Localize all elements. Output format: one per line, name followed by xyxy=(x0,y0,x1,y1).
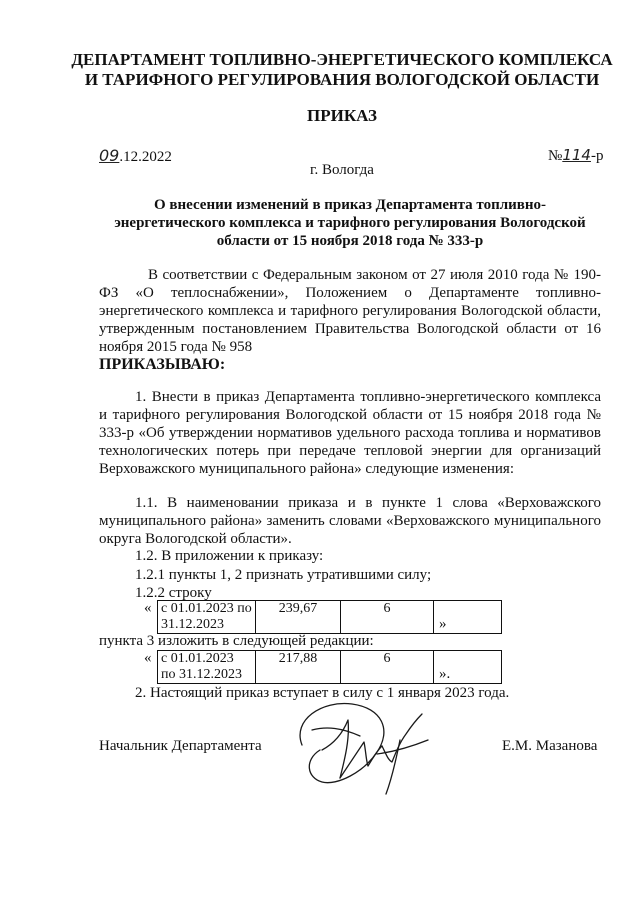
value-cell: 217,88 xyxy=(256,651,341,684)
handwritten-signature xyxy=(282,690,432,800)
subject-line-3: области от 15 ноября 2018 года № 333-р xyxy=(216,233,484,249)
org-line-1: ДЕПАРТАМЕНТ ТОПЛИВНО-ЭНЕРГЕТИЧЕСКОГО КОМПЛЕКСА xyxy=(71,50,613,69)
quote-open-2: « xyxy=(144,650,152,666)
count-cell: 6 xyxy=(341,601,434,634)
between-tables-line: пункта 3 изложить в следующей редакции: xyxy=(99,633,374,649)
period-line-2: по 31.12.2023 xyxy=(161,667,242,682)
old-row-table xyxy=(157,600,502,634)
item-1-paragraph: 1. Внести в приказ Департамента топливно-энергетического комплекса и тарифного регулирования Вологодской области от 15 ноября 2018 года № 333-р «Об утверждении нормативов удельного расхода топлива и нормативов технологических потерь при передаче тепловой энергии для организаций Верховажского муниципального района» следующие изменения: xyxy=(99,389,601,477)
org-line-2: И ТАРИФНОГО РЕГУЛИРОВАНИЯ ВОЛОГОДСКОЙ ОБЛАСТИ xyxy=(84,70,600,89)
item-1-2-1-line: 1.2.1 пункты 1, 2 признать утратившими силу; xyxy=(135,567,432,583)
organization-name xyxy=(0,50,640,90)
document-type: ПРИКАЗ xyxy=(307,106,377,125)
quote-close-2: ». xyxy=(439,666,451,682)
date-handwritten-day: 09 xyxy=(99,146,120,165)
new-row-table xyxy=(157,650,502,684)
date-rest: .12.2022 xyxy=(119,149,172,165)
number-handwritten: 114 xyxy=(562,146,591,164)
document-subject xyxy=(100,196,600,250)
orders-heading: ПРИКАЗЫВАЮ: xyxy=(99,356,226,373)
signatory-name: Е.М. Мазанова xyxy=(502,738,598,754)
period-cell xyxy=(158,651,256,684)
period-line-1: с 01.01.2023 по xyxy=(161,601,252,616)
subject-line-1: О внесении изменений в приказ Департамента топливно- xyxy=(153,197,547,213)
period-line-1: с 01.01.2023 xyxy=(161,651,234,666)
city: г. Вологда xyxy=(310,162,374,178)
table-row xyxy=(158,601,502,634)
preamble-paragraph: В соответствии с Федеральным законом от 27 июля 2010 года № 190-ФЗ «О теплоснабжении», Положением о Департаменте топливно-энергетического комплекса и тарифного регулирования Вологодской области, утвержденным постановлением Правительства Вологодской области от 16 ноября 2015 года № 958 xyxy=(99,267,601,355)
quote-open-1: « xyxy=(144,600,152,616)
item-2-line: 2. Настоящий приказ вступает в силу с 1 января 2023 года. xyxy=(135,685,510,701)
item-1-2-2-line: 1.2.2 строку xyxy=(135,585,212,601)
item-1-1-paragraph: 1.1. В наименовании приказа и в пункте 1 слова «Верховажского муниципального района» заменить словами «Верховажского муниципального округа Вологодской области». xyxy=(99,495,601,547)
item-1-2-line: 1.2. В приложении к приказу: xyxy=(135,548,324,564)
count-cell: 6 xyxy=(341,651,434,684)
period-cell xyxy=(158,601,256,634)
value-cell: 239,67 xyxy=(256,601,341,634)
period-line-2: 31.12.2023 xyxy=(161,617,224,632)
number-suffix: -р xyxy=(590,148,604,164)
quote-close-1: » xyxy=(439,616,447,632)
signatory-role: Начальник Департамента xyxy=(99,738,262,754)
number-prefix: № xyxy=(548,148,563,164)
subject-line-2: энергетического комплекса и тарифного регулирования Вологодской xyxy=(114,215,586,231)
